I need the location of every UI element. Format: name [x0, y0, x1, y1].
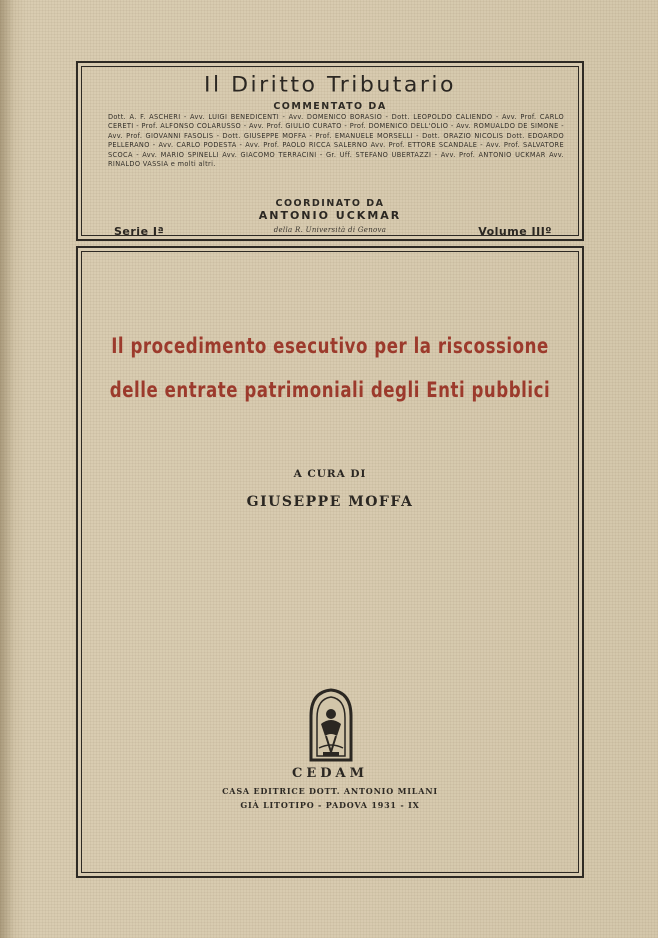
book-title-line-2: delle entrate patrimoniali degli Enti pubblici	[109, 378, 551, 402]
series-header-box	[76, 61, 584, 241]
serie-label: Serie Iª	[114, 225, 165, 238]
series-editor: ANTONIO UCKMAR	[258, 209, 402, 222]
commentato-da-label: COMMENTATO DA	[273, 101, 387, 112]
book-author: GIUSEPPE MOFFA	[246, 494, 414, 510]
series-title: Il Diritto Tributario	[203, 73, 456, 98]
main-title-box	[76, 246, 584, 878]
publisher-line-1: CASA EDITRICE DOTT. ANTONIO MILANI	[222, 786, 438, 796]
editor-university: della R. Università di Genova	[273, 226, 387, 234]
coordinato-da-label: COORDINATO DA	[275, 198, 385, 209]
publisher-name: CEDAM	[291, 766, 368, 781]
book-title-line-1: Il procedimento esecutivo per la riscossione	[111, 334, 549, 358]
publisher-line-2: GIÀ LITOTIPO - PADOVA 1931 - IX	[240, 800, 420, 810]
spine-shadow	[0, 0, 14, 938]
contributors-list: Dott. A. F. ASCHERI - Avv. LUIGI BENEDICENTI - Avv. DOMENICO BORASIO - Dott. LEOPOLDO CALIENDO - Avv. Prof. CARLO CERETI - Prof. ALFONSO COLARUSSO - Avv. Prof. GIULIO CURATO - Prof. DOMENICO DELL'OLIO - Avv. ROMUALDO DE SIMONE - Avv. Prof. GIOVANNI FASOLIS - Dott. GIUSEPPE MOFFA - Prof. EMANUELE MORSELLI - Dott. ORAZIO NICOLIS Dott. EDOARDO PELLERANO - Avv. CARLO PODESTA - Avv. Prof. PAOLO RICCA SALERNO Avv. Prof. ETTORE SCANDALE - Avv. Prof. SALVATORE SCOCA - Avv. MARIO SPINELLI Avv. GIACOMO TERRACINI - Gr. Uff. STEFANO UBERTAZZI - Avv. Prof. ANTONIO UCKMAR Avv. RINALDO VASSIA e molti altri.	[108, 113, 564, 169]
volume-label: Volume IIIº	[478, 225, 552, 238]
cedam-emblem-icon	[307, 686, 355, 762]
a-cura-di-label: A CURA DI	[293, 468, 367, 480]
